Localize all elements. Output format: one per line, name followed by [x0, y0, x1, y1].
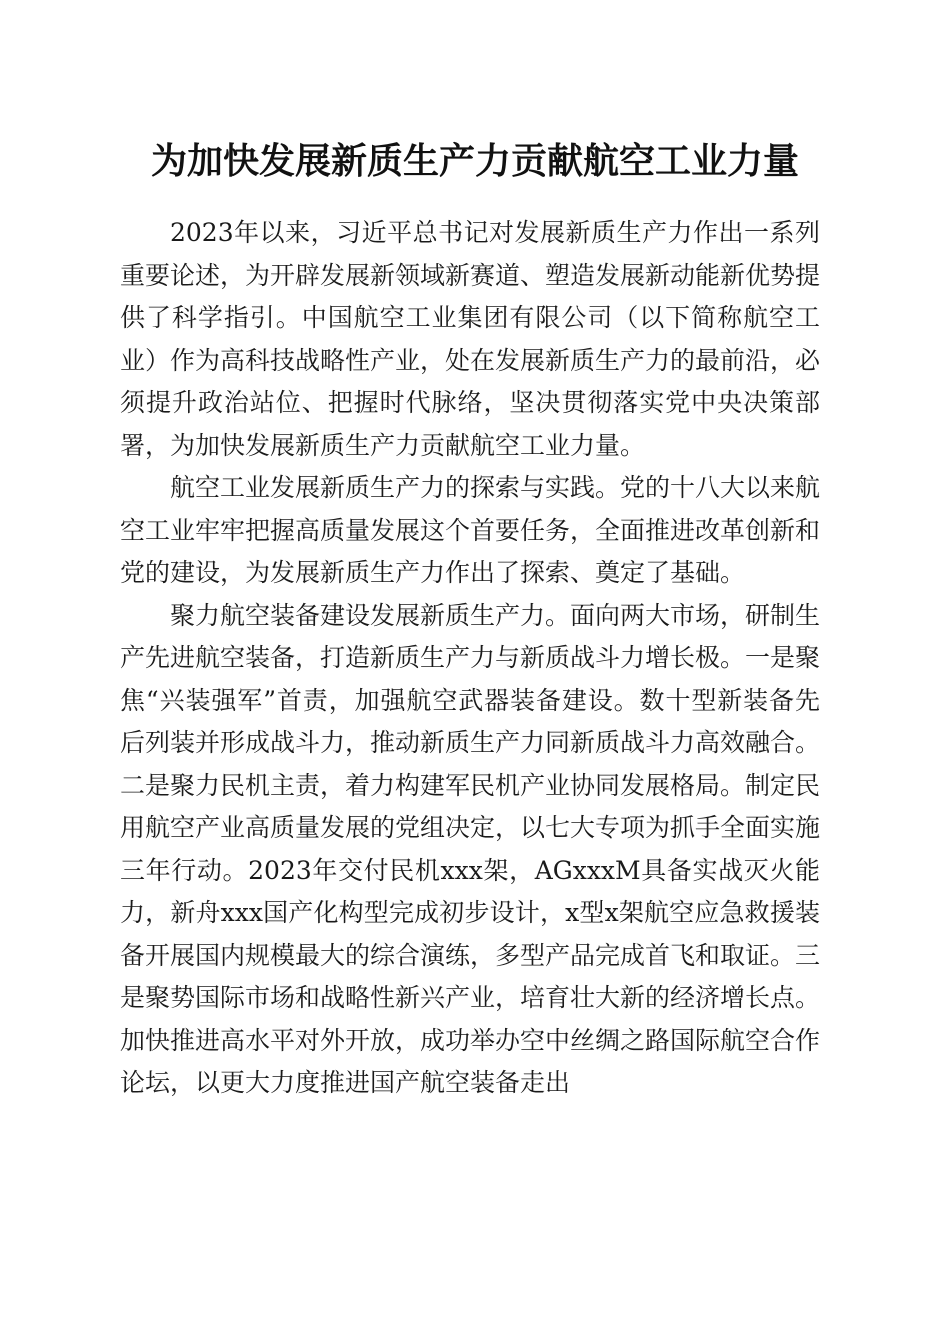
paragraph-intro: 2023年以来，习近平总书记对发展新质生产力作出一系列重要论述，为开辟发展新领域新赛道、塑造发展新动能新优势提供了科学指引。中国航空工业集团有限公司（以下简称航空工业）作为高科技战略性产业，处在发展新质生产力的最前沿，必须提升政治站位、把握时代脉络，坚决贯彻落实党中央决策部署，为加快发展新质生产力贡献航空工业力量。	[120, 218, 821, 460]
paragraph-exploration: 航空工业发展新质生产力的探索与实践。党的十八大以来航空工业牢牢把握高质量发展这个首要任务，全面推进改革创新和党的建设，为发展新质生产力作出了探索、奠定了基础。	[120, 473, 821, 587]
paragraph-equipment: 聚力航空装备建设发展新质生产力。面向两大市场，研制生产先进航空装备，打造新质生产力与新质战斗力增长极。一是聚焦“兴装强军”首责，加强航空武器装备建设。数十型新装备先后列装并形成战斗力，推动新质生产力同新质战斗力高效融合。二是聚力民机主责，着力构建军民机产业协同发展格局。制定民用航空产业高质量发展的党组决定，以七大专项为抓手全面实施三年行动。2023年交付民机xxx架，AGxxxM具备实战灭火能力，新舟xxx国产化构型完成初步设计，x型x架航空应急救援装备开展国内规模最大的综合演练，多型产品完成首飞和取证。三是聚势国际市场和战略性新兴产业，培育壮大新的经济增长点。加快推进高水平对外开放，成功举办空中丝绸之路国际航空合作论坛，以更大力度推进国产航空装备走出	[120, 600, 821, 1097]
document-body	[120, 212, 820, 1105]
document-title: 为加快发展新质生产力贡献航空工业力量	[150, 140, 799, 182]
